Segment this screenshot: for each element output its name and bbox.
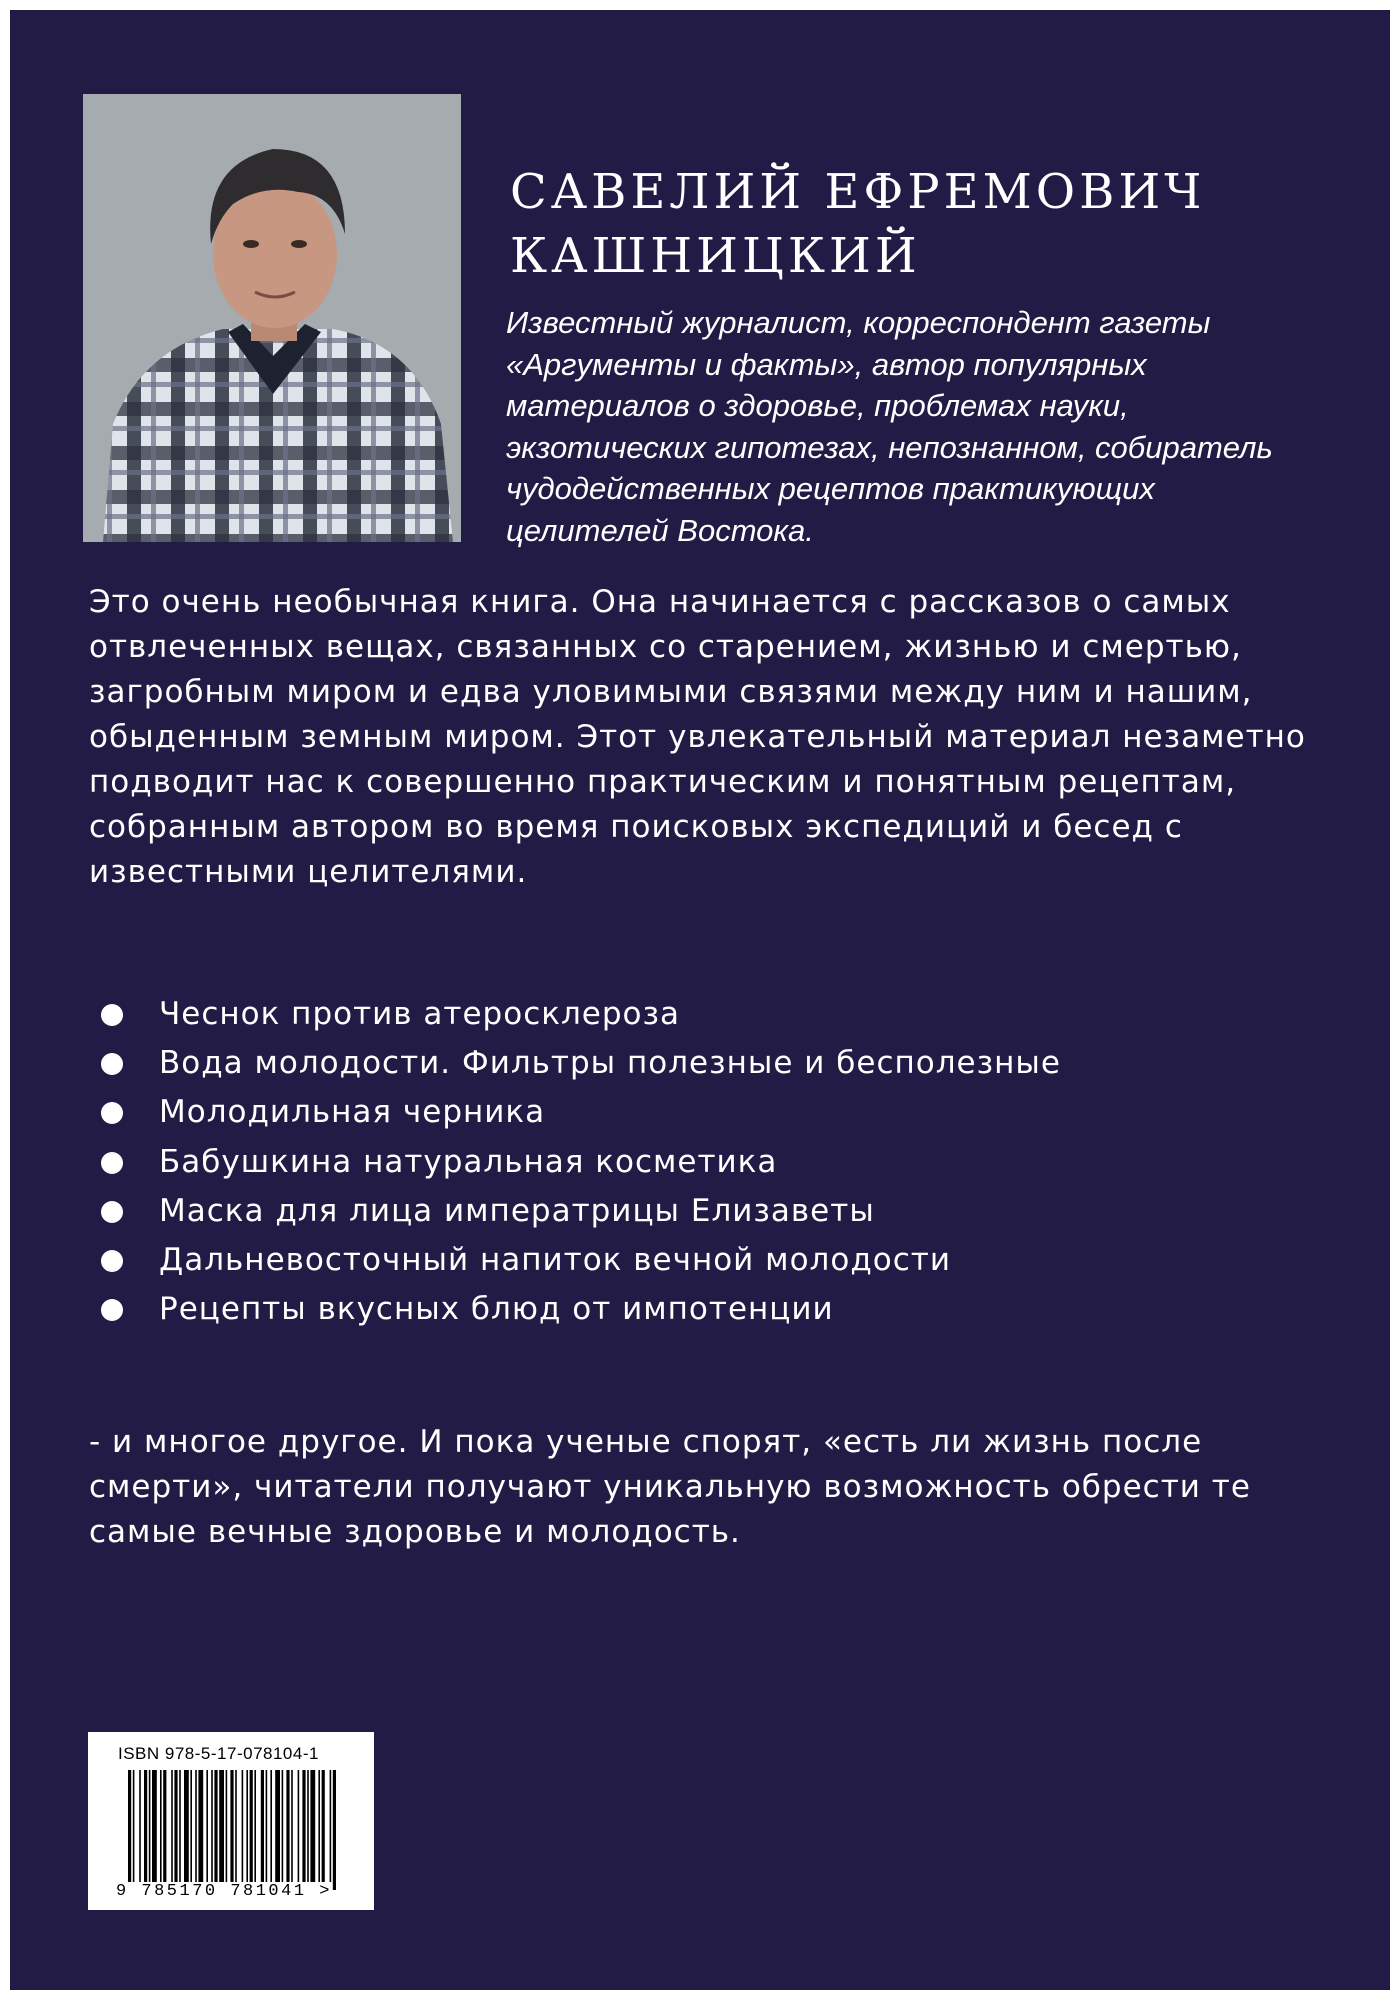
barcode-bar [171, 1770, 173, 1890]
author-name-line2: КАШНИЦКИЙ [510, 228, 921, 284]
list-item [89, 1088, 1289, 1137]
barcode-bar [302, 1770, 305, 1890]
list-item [89, 990, 1289, 1039]
author-name [510, 160, 1330, 288]
barcode-bar [261, 1770, 264, 1890]
bullet-icon [101, 1201, 123, 1223]
barcode-bar [174, 1770, 177, 1890]
barcode-bar [190, 1770, 192, 1890]
feature-text: Дальневосточный напиток вечной молодости [159, 1241, 951, 1278]
barcode-bar [286, 1770, 289, 1890]
list-item [89, 1285, 1289, 1334]
barcode-bar [330, 1770, 332, 1890]
barcode-bar [307, 1770, 309, 1890]
barcode-bar [270, 1770, 272, 1890]
feature-text: Рецепты вкусных блюд от импотенции [159, 1291, 834, 1328]
barcode-bar [211, 1770, 213, 1890]
barcode-bar [133, 1770, 135, 1890]
bullet-icon [101, 1250, 123, 1272]
list-item [89, 1236, 1289, 1285]
book-description: Это очень необычная книга. Она начинается с рассказов о самых отвлеченных вещах, связанных со старением, жизнью и смертью, загробным миром и едва уловимыми связями между ним и нашим, обыденным земным миром. Этот увлекательный материал незаметно подводит нас к совершенно практическим и понятным рецептам, собранным автором во время поисковых экспедиций и бесед с известными целителями. [89, 584, 1306, 890]
author-name-line1: САВЕЛИЙ ЕФРЕМОВИЧ [510, 164, 1206, 220]
barcode-bar [195, 1770, 197, 1890]
barcode-image [128, 1770, 338, 1890]
isbn-label: ISBN 978-5-17-078104-1 [118, 1744, 319, 1763]
author-bio: Известный журналист, корреспондент газеты «Аргументы и факты», автор популярных материалов о здоровье, проблемах науки, экзотических гипотезах, непознанном, собиратель чудодейственных рецептов практикующих целителей Востока. [506, 305, 1273, 548]
barcode-bar [282, 1770, 284, 1890]
bullet-icon [101, 1053, 123, 1075]
barcode-bar [298, 1770, 300, 1890]
barcode-bar [163, 1770, 166, 1890]
barcode-bar [275, 1770, 280, 1890]
bullet-icon [101, 1152, 123, 1174]
barcode-bar [333, 1770, 336, 1890]
barcode-bar [184, 1770, 189, 1890]
barcode-bar [152, 1770, 157, 1890]
feature-text: Вода молодости. Фильтры полезные и бесполезные [159, 1045, 1061, 1082]
isbn-digits: 9 785170 781041 > [116, 1882, 332, 1901]
bullet-icon [101, 1004, 123, 1026]
book-back-cover [10, 10, 1390, 1990]
barcode-bar [246, 1770, 248, 1890]
list-item [89, 1039, 1289, 1088]
list-item [89, 1138, 1289, 1187]
barcode-bar [235, 1770, 237, 1890]
list-item [89, 1187, 1289, 1236]
bullet-icon [101, 1102, 123, 1124]
barcode-bar [128, 1770, 131, 1890]
barcode-bar [160, 1770, 162, 1890]
feature-text: Чеснок против атеросклероза [159, 996, 680, 1032]
barcode-bar [242, 1770, 244, 1890]
barcode-bar [310, 1770, 315, 1890]
barcode-bar [198, 1770, 203, 1890]
closing-text: - и многое другое. И пока ученые спорят, «есть ли жизнь после смерти», читатели получают уникальную возможность обрести те самые вечные здоровье и молодость. [89, 1424, 1251, 1550]
barcode-bar [139, 1770, 141, 1890]
feature-text: Бабушкина натуральная косметика [159, 1143, 778, 1180]
feature-list [89, 990, 1289, 1334]
barcode-bar [250, 1770, 253, 1890]
barcode-bar [214, 1770, 217, 1890]
barcode-bar [226, 1770, 228, 1890]
barcode-bar [219, 1770, 224, 1890]
barcode-bar [144, 1770, 147, 1890]
barcode-bar [266, 1770, 268, 1890]
barcode-bar [206, 1770, 208, 1890]
barcode-bar [322, 1770, 325, 1890]
barcode-bar [179, 1770, 181, 1890]
bullet-icon [101, 1299, 123, 1321]
barcode-bar [291, 1770, 293, 1890]
barcode-bar [149, 1770, 151, 1890]
feature-text: Маска для лица императрицы Елизаветы [159, 1192, 875, 1229]
barcode-bar [318, 1770, 320, 1890]
author-photo [83, 94, 461, 542]
isbn-barcode-block [88, 1732, 374, 1910]
feature-text: Молодильная черника [159, 1094, 546, 1131]
author-portrait-image [83, 94, 461, 542]
barcode-bar [254, 1770, 256, 1890]
barcode-bar [230, 1770, 233, 1890]
